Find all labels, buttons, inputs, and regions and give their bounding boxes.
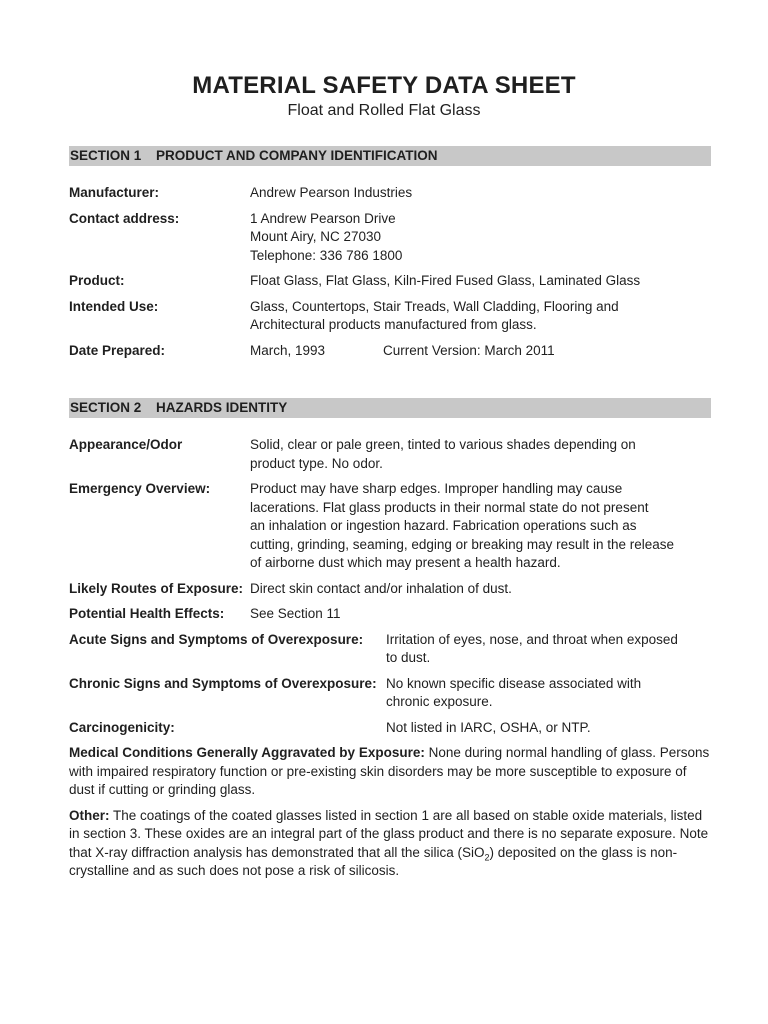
other-text-part-2: ) deposited on the glass is non-crystalline and as such does not pose a risk of silicosis. (69, 844, 678, 878)
document-title: MATERIAL SAFETY DATA SHEET (192, 72, 576, 99)
date-prepared: March, 1993 (250, 342, 326, 358)
emergency-overview-label: Emergency Overview: (69, 481, 211, 496)
contact-line: Telephone: 336 786 1800 (250, 247, 403, 263)
health-effects-row (69, 605, 711, 624)
intended-use-row (69, 298, 711, 335)
routes-label: Likely Routes of Exposure: (69, 580, 244, 596)
date-prepared-row (69, 342, 711, 361)
document-subtitle: Float and Rolled Flat Glass (287, 102, 481, 119)
appearance-row (69, 436, 711, 473)
section-1-title: PRODUCT AND COMPANY IDENTIFICATION (156, 148, 438, 163)
emergency-line: cutting, grinding, seaming, edging or breaking may result in the release (250, 536, 674, 552)
emergency-line: an inhalation or ingestion hazard. Fabrication operations such as (250, 518, 637, 533)
contact-label: Contact address: (69, 210, 180, 226)
manufacturer-row (69, 184, 711, 203)
intended-use-label: Intended Use: (69, 298, 159, 314)
product-value: Float Glass, Flat Glass, Kiln-Fired Fused Glass, Laminated Glass (250, 273, 641, 288)
emergency-overview-value (250, 480, 711, 573)
health-effects-value: See Section 11 (250, 606, 341, 621)
contact-row (69, 210, 711, 266)
carcinogenicity-label: Carcinogenicity: (69, 719, 175, 735)
emergency-line: lacerations. Flat glass products in their normal state do not present (250, 499, 649, 515)
contact-line: 1 Andrew Pearson Drive (250, 210, 396, 226)
acute-line: to dust. (386, 650, 431, 665)
carcinogenicity-value: Not listed in IARC, OSHA, or NTP. (386, 719, 591, 735)
emergency-overview-row (69, 480, 711, 573)
appearance-value (250, 436, 711, 473)
carcinogenicity-row (69, 719, 711, 738)
health-effects-label: Potential Health Effects: (69, 606, 225, 621)
routes-value: Direct skin contact and/or inhalation of dust. (250, 580, 512, 596)
manufacturer-label: Manufacturer: (69, 185, 160, 200)
contact-value (250, 210, 711, 266)
appearance-line: product type. No odor. (250, 455, 383, 471)
date-prepared-value (250, 342, 711, 361)
other-paragraph (69, 807, 711, 881)
medical-conditions-paragraph (69, 744, 711, 800)
section-2-title: HAZARDS IDENTITY (156, 400, 288, 415)
title-block (0, 72, 768, 122)
other-label: Other: (69, 807, 110, 823)
chronic-row (69, 675, 711, 712)
chronic-value (386, 675, 711, 712)
medical-conditions-text: None during normal handling of glass. Persons with impaired respiratory function or pre-existing skin disorders may be more susceptible to exposure of dust if cutting or grinding glass. (69, 745, 710, 797)
appearance-line: Solid, clear or pale green, tinted to various shades depending on (250, 437, 636, 452)
acute-row (69, 631, 711, 668)
chronic-line: chronic exposure. (386, 694, 493, 709)
section-1-body (69, 184, 711, 367)
intended-use-line: Architectural products manufactured from glass. (250, 317, 537, 332)
routes-row (69, 580, 711, 599)
section-2-number: SECTION 2 (70, 400, 142, 415)
acute-label: Acute Signs and Symptoms of Overexposure: (69, 631, 364, 647)
product-row (69, 272, 711, 291)
chronic-label: Chronic Signs and Symptoms of Overexposure: (69, 675, 377, 691)
product-label: Product: (69, 273, 125, 288)
other-text-part-1: The coatings of the coated glasses listed in section 1 are all based on stable oxide materials, listed in section 3. These oxides are an integral part of the glass product and there is no separate exposure. Note that X-ray diffraction analysis has demonstrated that all the silica (SiO (69, 807, 709, 860)
emergency-line: Product may have sharp edges. Improper handling may cause (250, 481, 623, 496)
emergency-line: of airborne dust which may present a health hazard. (250, 555, 561, 570)
intended-use-value (250, 298, 711, 335)
date-prepared-label: Date Prepared: (69, 342, 166, 358)
section-2-header (69, 398, 711, 418)
appearance-label: Appearance/Odor (69, 437, 183, 452)
section-2-body (69, 436, 711, 888)
other-subscript: 2 (484, 852, 490, 863)
chronic-line: No known specific disease associated with (386, 675, 642, 691)
medical-conditions-label: Medical Conditions Generally Aggravated by Exposure: (69, 745, 425, 760)
section-1-header (69, 146, 711, 166)
current-version: Current Version: March 2011 (383, 342, 555, 358)
acute-line: Irritation of eyes, nose, and throat when exposed (386, 631, 678, 647)
contact-line: Mount Airy, NC 27030 (250, 229, 382, 244)
acute-value (386, 631, 711, 668)
intended-use-line: Glass, Countertops, Stair Treads, Wall Cladding, Flooring and (250, 298, 619, 314)
manufacturer-value: Andrew Pearson Industries (250, 185, 413, 200)
section-1-number: SECTION 1 (70, 148, 142, 163)
